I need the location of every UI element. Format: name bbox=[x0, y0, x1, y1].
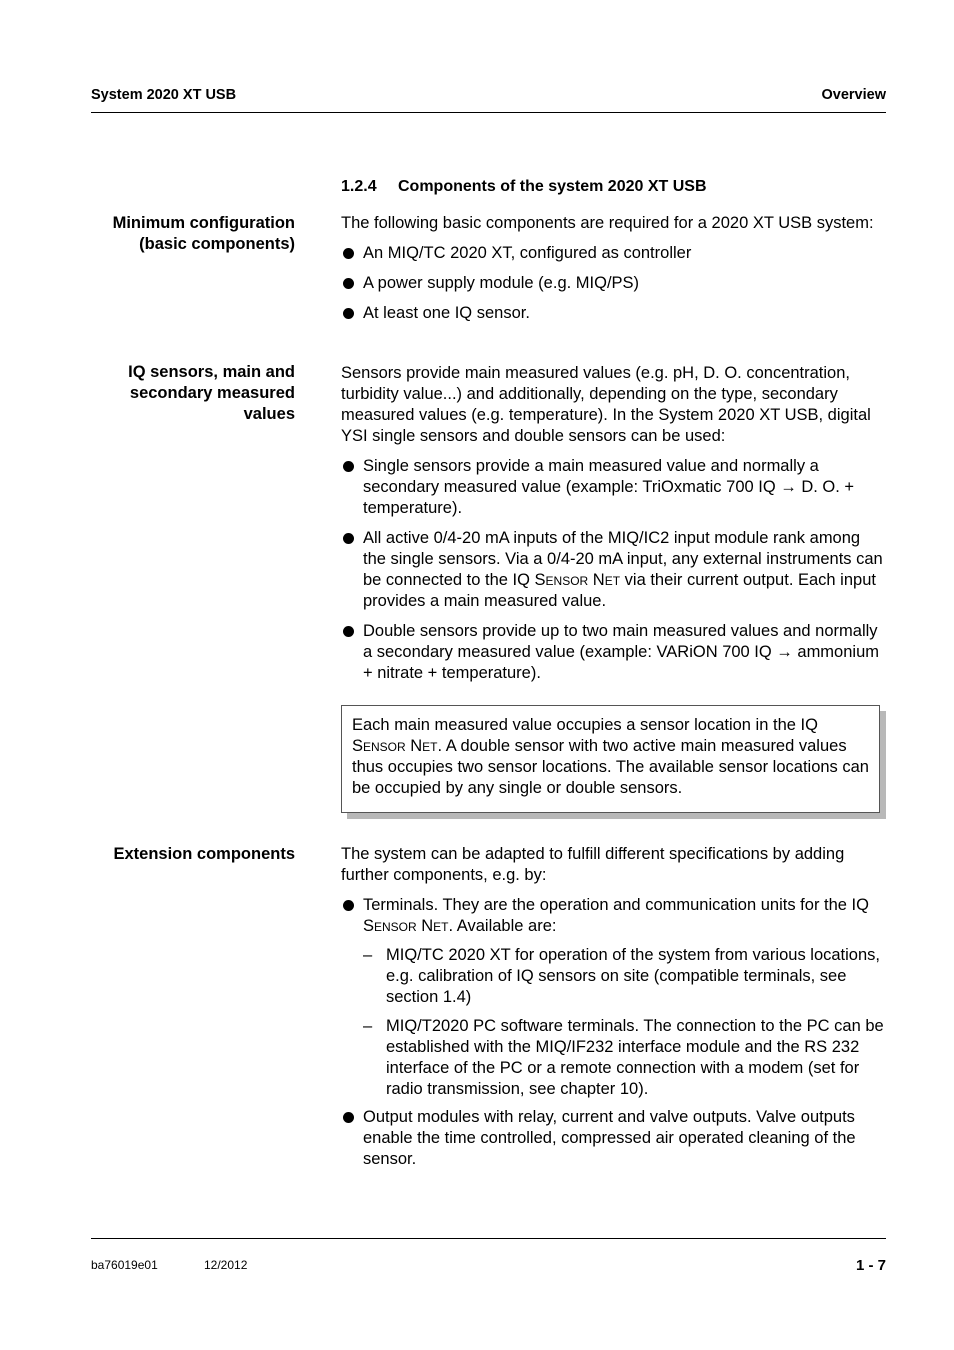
section-heading bbox=[341, 178, 707, 196]
minimum-config-list bbox=[341, 243, 886, 324]
sensor-net-term: Sensor Net bbox=[363, 917, 449, 935]
section-number: 1.2.4 bbox=[341, 178, 377, 195]
footer-rule bbox=[91, 1238, 886, 1239]
extension-block bbox=[341, 844, 886, 1170]
note-box: Each main measured value occupies a sensor location in the IQ Sensor Net. A double sensor with two active main measured values thus occupies two sensor locations. The available sensor locations can be occupied by any single or double sensors. bbox=[341, 705, 880, 813]
list-item: Single sensors provide a main measured value and normally a secondary measured value (example: TriOxmatic 700 IQ → D. O. + temperature). bbox=[341, 456, 886, 519]
bullet-icon bbox=[343, 533, 354, 544]
sensor-net-term: Sensor Net bbox=[534, 571, 621, 589]
extension-sublist bbox=[341, 945, 886, 1100]
minimum-config-intro: The following basic components are required for a 2020 XT USB system: bbox=[341, 214, 874, 232]
bullet-icon bbox=[343, 278, 354, 289]
iq-sensors-block bbox=[341, 363, 886, 684]
bullet-icon bbox=[343, 626, 354, 637]
list-item: At least one IQ sensor. bbox=[341, 303, 886, 324]
list-item: Double sensors provide up to two main measured values and normally a secondary measured value (example: VARiON 700 IQ → ammonium + nitrate + temperature). bbox=[341, 621, 886, 684]
list-item: Output modules with relay, current and valve outputs. Valve outputs enable the time controlled, compressed air operated cleaning of the sensor. bbox=[341, 1107, 886, 1170]
header-rule bbox=[91, 112, 886, 113]
extension-intro: The system can be adapted to fulfill different specifications by adding further components, e.g. by: bbox=[341, 845, 845, 884]
dash-marker: – bbox=[363, 946, 373, 964]
list-item: An MIQ/TC 2020 XT, configured as controller bbox=[341, 243, 886, 264]
bullet-icon bbox=[343, 461, 354, 472]
bullet-icon bbox=[343, 248, 354, 259]
side-label-line: values bbox=[243, 405, 295, 423]
extension-list-2 bbox=[341, 1107, 886, 1170]
minimum-config-block bbox=[341, 213, 886, 324]
side-label-iq-sensors bbox=[60, 362, 295, 425]
iq-sensors-list bbox=[341, 456, 886, 684]
side-label-extension: Extension components bbox=[113, 845, 295, 863]
iq-sensors-intro: Sensors provide main measured values (e.g. pH, D. O. concentration, turbidity value...) and additionally, depending on the type, secondary measured values (e.g. temperature). In the System 2020 XT USB, digital YSI single sensors and double sensors can be used: bbox=[341, 364, 871, 445]
list-item: – MIQ/T2020 PC software terminals. The connection to the PC can be established with the MIQ/IF232 interface module and the RS 232 interface of the PC or a remote connection with a modem (set for radio transmission, see chapter 10). bbox=[363, 1017, 884, 1098]
bullet-icon bbox=[343, 308, 354, 319]
bullet-icon bbox=[343, 1112, 354, 1123]
list-item: – MIQ/TC 2020 XT for operation of the system from various locations, e.g. calibration of IQ sensors on site (compatible terminals, see section 1.4) bbox=[363, 946, 880, 1006]
dash-marker: – bbox=[363, 1017, 373, 1035]
side-label-line: IQ sensors, main and bbox=[128, 363, 295, 381]
footer-date: 12/2012 bbox=[204, 1258, 248, 1272]
side-label-minimum-config bbox=[60, 213, 295, 255]
section-title: Components of the system 2020 XT USB bbox=[398, 178, 707, 195]
footer-page-number: 1 - 7 bbox=[855, 1257, 886, 1274]
list-item: All active 0/4-20 mA inputs of the MIQ/IC2 input module rank among the single sensors. Via a 0/4-20 mA input, any external instruments can be connected to the IQ Sensor Net via their current output. Each input provides a main measured value. bbox=[341, 528, 886, 612]
side-label-line: (basic components) bbox=[139, 235, 295, 253]
list-item: A power supply module (e.g. MIQ/PS) bbox=[341, 273, 886, 294]
side-label-line: secondary measured bbox=[129, 384, 295, 402]
header-chapter: Overview bbox=[821, 87, 886, 103]
list-item: Terminals. They are the operation and communication units for the IQ Sensor Net. Available are: bbox=[341, 895, 886, 937]
sensor-net-term: Sensor Net bbox=[352, 737, 438, 755]
side-label-line: Minimum configuration bbox=[112, 214, 295, 232]
footer-doc-id: ba76019e01 bbox=[91, 1258, 158, 1272]
extension-list bbox=[341, 895, 886, 937]
header-title: System 2020 XT USB bbox=[91, 87, 237, 103]
bullet-icon bbox=[343, 900, 354, 911]
